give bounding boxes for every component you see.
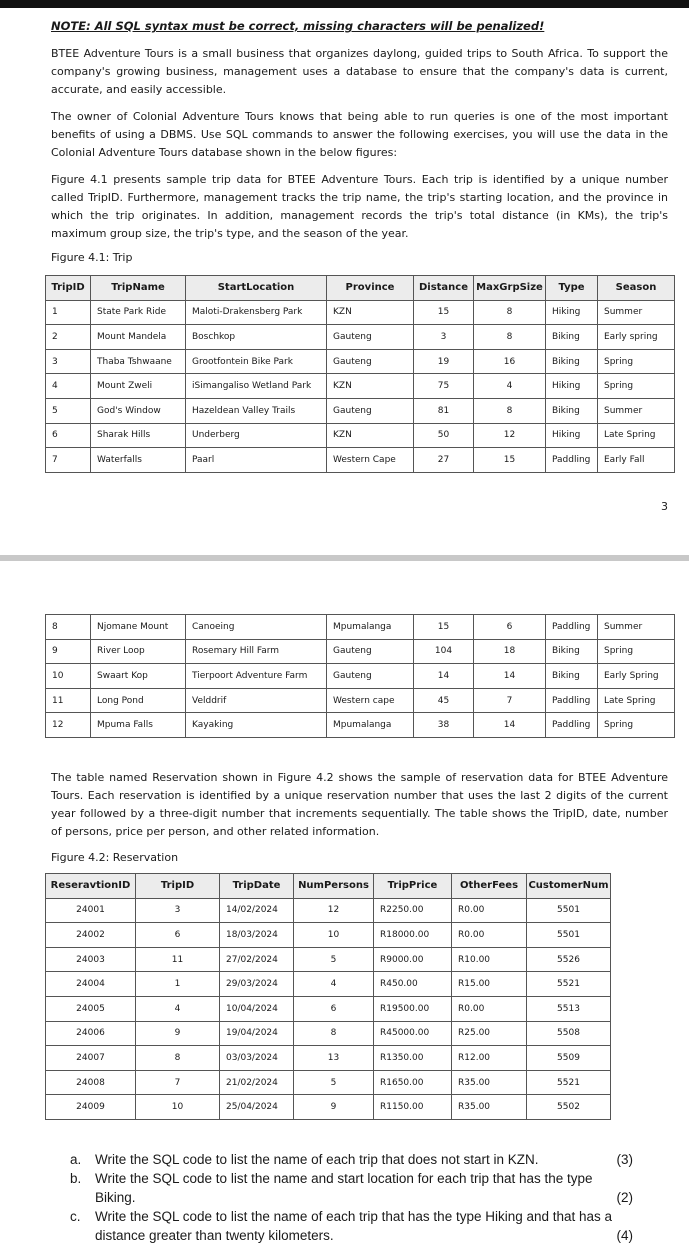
table-cell: 9: [294, 1095, 374, 1120]
table-cell: 5513: [527, 996, 611, 1021]
table-cell: 5502: [527, 1095, 611, 1120]
table-cell: 2: [46, 325, 91, 350]
table-cell: Canoeing: [186, 615, 327, 640]
table-cell: 12: [46, 713, 91, 738]
table-cell: 18/03/2024: [220, 923, 294, 948]
table-cell: Tierpoort Adventure Farm: [186, 664, 327, 689]
column-header: Type: [546, 276, 598, 301]
table-cell: 8: [474, 398, 546, 423]
table-cell: Biking: [546, 325, 598, 350]
table-cell: 21/02/2024: [220, 1070, 294, 1095]
table-cell: 5: [46, 398, 91, 423]
table-cell: R1650.00: [374, 1070, 452, 1095]
table-cell: Late Spring: [598, 688, 675, 713]
table-cell: 13: [294, 1046, 374, 1071]
table-cell: R45000.00: [374, 1021, 452, 1046]
table-cell: KZN: [327, 300, 414, 325]
table-row: [46, 325, 675, 350]
figure-4-1-caption: Figure 4.1: Trip: [51, 251, 133, 264]
table-row: [46, 398, 675, 423]
table-cell: Mpumalanga: [327, 713, 414, 738]
question-b: [70, 1169, 680, 1207]
table-cell: R9000.00: [374, 947, 452, 972]
reservation-description: The table named Reservation shown in Figure 4.2 shows the sample of reservation data for BTEE Adventure Tours. Each reservation is identified by a unique reservation number that uses the last 2 digits of the current year followed by a three-digit number that increments sequentially. The table shows the TripID, date, number of persons, price per person, and other related information.: [51, 771, 668, 838]
table-cell: 19/04/2024: [220, 1021, 294, 1046]
table-cell: Njomane Mount: [91, 615, 186, 640]
table-cell: R12.00: [452, 1046, 527, 1071]
table-cell: 8: [474, 325, 546, 350]
table-cell: 24001: [46, 898, 136, 923]
table-cell: Spring: [598, 639, 675, 664]
table-cell: Summer: [598, 615, 675, 640]
table-row: [46, 664, 675, 689]
table-cell: 9: [136, 1021, 220, 1046]
table-cell: 15: [474, 448, 546, 473]
instructions-paragraph: The owner of Colonial Adventure Tours knows that being able to run queries is one of the most important benefits of using a DBMS. Use SQL commands to answer the following exercises, you will use the data in the Colonial Adventure Tours database shown in the below figures:: [51, 110, 668, 159]
question-text: Write the SQL code to list the name of each trip that has the type Hiking and that has a distance greater than twenty kilometers.: [95, 1209, 613, 1243]
table-cell: Mpumalanga: [327, 615, 414, 640]
table-cell: 4: [294, 972, 374, 997]
column-header: ReseravtionID: [46, 874, 136, 899]
table-cell: 03/03/2024: [220, 1046, 294, 1071]
table-cell: 11: [46, 688, 91, 713]
table-cell: 8: [136, 1046, 220, 1071]
table-cell: 24009: [46, 1095, 136, 1120]
table-cell: 3: [136, 898, 220, 923]
table-cell: R25.00: [452, 1021, 527, 1046]
table-cell: Hiking: [546, 300, 598, 325]
question-text: Write the SQL code to list the name of each trip that does not start in KZN.: [95, 1152, 539, 1167]
table-cell: 8: [46, 615, 91, 640]
table-cell: 5509: [527, 1046, 611, 1071]
column-header: OtherFees: [452, 874, 527, 899]
table-cell: 81: [414, 398, 474, 423]
table-cell: Hazeldean Valley Trails: [186, 398, 327, 423]
table-cell: Spring: [598, 374, 675, 399]
question-marks: (2): [616, 1190, 633, 1205]
table-row: [46, 713, 675, 738]
table-row: [46, 1070, 611, 1095]
question-letter: c.: [70, 1209, 81, 1224]
table-cell: KZN: [327, 423, 414, 448]
table-row: [46, 615, 675, 640]
table-cell: 6: [474, 615, 546, 640]
table-cell: R1150.00: [374, 1095, 452, 1120]
table-cell: 7: [474, 688, 546, 713]
trip-table: [45, 275, 675, 473]
table-cell: 50: [414, 423, 474, 448]
table-cell: 27: [414, 448, 474, 473]
table-row: [46, 923, 611, 948]
table-cell: 3: [414, 325, 474, 350]
table-cell: Swaart Kop: [91, 664, 186, 689]
table-cell: 7: [46, 448, 91, 473]
table-cell: 3: [46, 349, 91, 374]
question-marks: (3): [616, 1152, 633, 1167]
table-cell: Kayaking: [186, 713, 327, 738]
table-cell: Grootfontein Bike Park: [186, 349, 327, 374]
table-row: [46, 688, 675, 713]
figure-4-1-description: Figure 4.1 presents sample trip data for BTEE Adventure Tours. Each trip is identified by a unique number called TripID. Furthermore, management tracks the trip name, the trip's starting location, and the province in which the trip originates. In addition, management records the trip's total distance (in KMs), the trip's maximum group size, the trip's type, and the season of the year.: [51, 173, 668, 240]
table-row: [46, 898, 611, 923]
table-cell: Paarl: [186, 448, 327, 473]
table-cell: Mount Mandela: [91, 325, 186, 350]
table-cell: Western cape: [327, 688, 414, 713]
table-cell: Gauteng: [327, 664, 414, 689]
table-cell: 5526: [527, 947, 611, 972]
table-row: [46, 972, 611, 997]
table-cell: 8: [294, 1021, 374, 1046]
table-cell: 27/02/2024: [220, 947, 294, 972]
table-cell: Hiking: [546, 374, 598, 399]
table-cell: 25/04/2024: [220, 1095, 294, 1120]
page-number: 3: [661, 500, 668, 513]
intro-paragraph: BTEE Adventure Tours is a small business that organizes daylong, guided trips to South Africa. To support the company's growing business, management uses a database to ensure that the company's data is current, accurate, and easily accessible.: [51, 47, 668, 96]
questions-list: [70, 1150, 680, 1245]
table-cell: Velddrif: [186, 688, 327, 713]
table-cell: 45: [414, 688, 474, 713]
table-cell: 8: [474, 300, 546, 325]
table-cell: Summer: [598, 398, 675, 423]
column-header: Season: [598, 276, 675, 301]
table-cell: Paddling: [546, 713, 598, 738]
trip-table-header: [46, 276, 675, 301]
table-cell: R2250.00: [374, 898, 452, 923]
table-cell: Paddling: [546, 688, 598, 713]
table-cell: Mount Zweli: [91, 374, 186, 399]
table-cell: 5: [294, 947, 374, 972]
table-cell: 5501: [527, 898, 611, 923]
reservation-table-header: [46, 874, 611, 899]
table-cell: Sharak Hills: [91, 423, 186, 448]
table-cell: 24004: [46, 972, 136, 997]
trip-table-continued: [45, 614, 675, 738]
table-cell: 6: [136, 923, 220, 948]
table-cell: God's Window: [91, 398, 186, 423]
table-cell: R15.00: [452, 972, 527, 997]
table-cell: Summer: [598, 300, 675, 325]
table-cell: Gauteng: [327, 349, 414, 374]
table-cell: 18: [474, 639, 546, 664]
table-cell: 6: [294, 996, 374, 1021]
table-cell: Biking: [546, 398, 598, 423]
table-cell: 11: [136, 947, 220, 972]
table-cell: 19: [414, 349, 474, 374]
column-header: CustomerNum: [527, 874, 611, 899]
table-row: [46, 1021, 611, 1046]
table-cell: Boschkop: [186, 325, 327, 350]
table-cell: Western Cape: [327, 448, 414, 473]
table-cell: 29/03/2024: [220, 972, 294, 997]
table-cell: R18000.00: [374, 923, 452, 948]
page-break: [0, 555, 689, 561]
table-cell: Mpuma Falls: [91, 713, 186, 738]
column-header: TripPrice: [374, 874, 452, 899]
table-cell: iSimangaliso Wetland Park: [186, 374, 327, 399]
table-cell: 24008: [46, 1070, 136, 1095]
table-cell: R1350.00: [374, 1046, 452, 1071]
table-cell: R0.00: [452, 898, 527, 923]
table-cell: 5501: [527, 923, 611, 948]
table-row: [46, 947, 611, 972]
table-cell: R10.00: [452, 947, 527, 972]
table-cell: Underberg: [186, 423, 327, 448]
column-header: TripDate: [220, 874, 294, 899]
table-cell: River Loop: [91, 639, 186, 664]
table-cell: R0.00: [452, 923, 527, 948]
figure-4-2-caption: Figure 4.2: Reservation: [51, 851, 179, 864]
top-border: [0, 0, 689, 8]
table-cell: 10: [46, 664, 91, 689]
table-cell: Early Spring: [598, 664, 675, 689]
table-cell: R450.00: [374, 972, 452, 997]
column-header: TripName: [91, 276, 186, 301]
column-header: Distance: [414, 276, 474, 301]
table-cell: Early spring: [598, 325, 675, 350]
table-cell: 4: [474, 374, 546, 399]
table-row: [46, 1046, 611, 1071]
table-cell: 104: [414, 639, 474, 664]
table-cell: 1: [136, 972, 220, 997]
table-cell: Waterfalls: [91, 448, 186, 473]
table-cell: State Park Ride: [91, 300, 186, 325]
column-header: MaxGrpSize: [474, 276, 546, 301]
table-cell: Biking: [546, 639, 598, 664]
table-row: [46, 300, 675, 325]
table-cell: Spring: [598, 349, 675, 374]
table-cell: 7: [136, 1070, 220, 1095]
table-cell: 6: [46, 423, 91, 448]
table-cell: R19500.00: [374, 996, 452, 1021]
table-cell: 24007: [46, 1046, 136, 1071]
table-cell: 1: [46, 300, 91, 325]
table-cell: 4: [46, 374, 91, 399]
reservation-table: [45, 873, 611, 1120]
table-cell: Gauteng: [327, 639, 414, 664]
note-heading: NOTE: All SQL syntax must be correct, missing characters will be penalized!: [51, 19, 545, 33]
question-marks: (4): [616, 1228, 633, 1243]
table-cell: R35.00: [452, 1095, 527, 1120]
table-cell: R35.00: [452, 1070, 527, 1095]
table-row: [46, 448, 675, 473]
column-header: NumPersons: [294, 874, 374, 899]
table-cell: 15: [414, 300, 474, 325]
table-cell: 5521: [527, 972, 611, 997]
table-row: [46, 374, 675, 399]
table-cell: 5521: [527, 1070, 611, 1095]
table-row: [46, 423, 675, 448]
table-cell: 12: [294, 898, 374, 923]
table-cell: 75: [414, 374, 474, 399]
table-cell: 38: [414, 713, 474, 738]
table-row: [46, 349, 675, 374]
question-letter: b.: [70, 1171, 82, 1186]
table-cell: 14: [414, 664, 474, 689]
table-cell: Rosemary Hill Farm: [186, 639, 327, 664]
column-header: Province: [327, 276, 414, 301]
table-cell: 24006: [46, 1021, 136, 1046]
table-cell: Gauteng: [327, 325, 414, 350]
table-cell: Paddling: [546, 448, 598, 473]
table-row: [46, 639, 675, 664]
table-cell: 5508: [527, 1021, 611, 1046]
table-cell: Hiking: [546, 423, 598, 448]
question-text: Write the SQL code to list the name and start location for each trip that has the type Biking.: [95, 1171, 593, 1205]
table-cell: Gauteng: [327, 398, 414, 423]
table-cell: 12: [474, 423, 546, 448]
question-a: [70, 1150, 680, 1169]
column-header: StartLocation: [186, 276, 327, 301]
table-cell: 24003: [46, 947, 136, 972]
table-cell: 10: [136, 1095, 220, 1120]
column-header: TripID: [136, 874, 220, 899]
table-cell: 10/04/2024: [220, 996, 294, 1021]
table-cell: 24002: [46, 923, 136, 948]
table-cell: 10: [294, 923, 374, 948]
table-cell: KZN: [327, 374, 414, 399]
table-row: [46, 1095, 611, 1120]
table-cell: 24005: [46, 996, 136, 1021]
table-cell: 14: [474, 664, 546, 689]
table-cell: 5: [294, 1070, 374, 1095]
table-cell: 14: [474, 713, 546, 738]
table-cell: 9: [46, 639, 91, 664]
table-row: [46, 996, 611, 1021]
table-cell: Thaba Tshwaane: [91, 349, 186, 374]
question-letter: a.: [70, 1152, 82, 1167]
table-cell: Spring: [598, 713, 675, 738]
table-cell: 4: [136, 996, 220, 1021]
column-header: TripID: [46, 276, 91, 301]
table-cell: Paddling: [546, 615, 598, 640]
table-cell: Maloti-Drakensberg Park: [186, 300, 327, 325]
table-cell: Long Pond: [91, 688, 186, 713]
table-cell: 14/02/2024: [220, 898, 294, 923]
question-c: [70, 1207, 680, 1245]
table-cell: 16: [474, 349, 546, 374]
table-cell: Early Fall: [598, 448, 675, 473]
table-cell: 15: [414, 615, 474, 640]
table-cell: Biking: [546, 349, 598, 374]
table-cell: Biking: [546, 664, 598, 689]
table-cell: Late Spring: [598, 423, 675, 448]
table-cell: R0.00: [452, 996, 527, 1021]
